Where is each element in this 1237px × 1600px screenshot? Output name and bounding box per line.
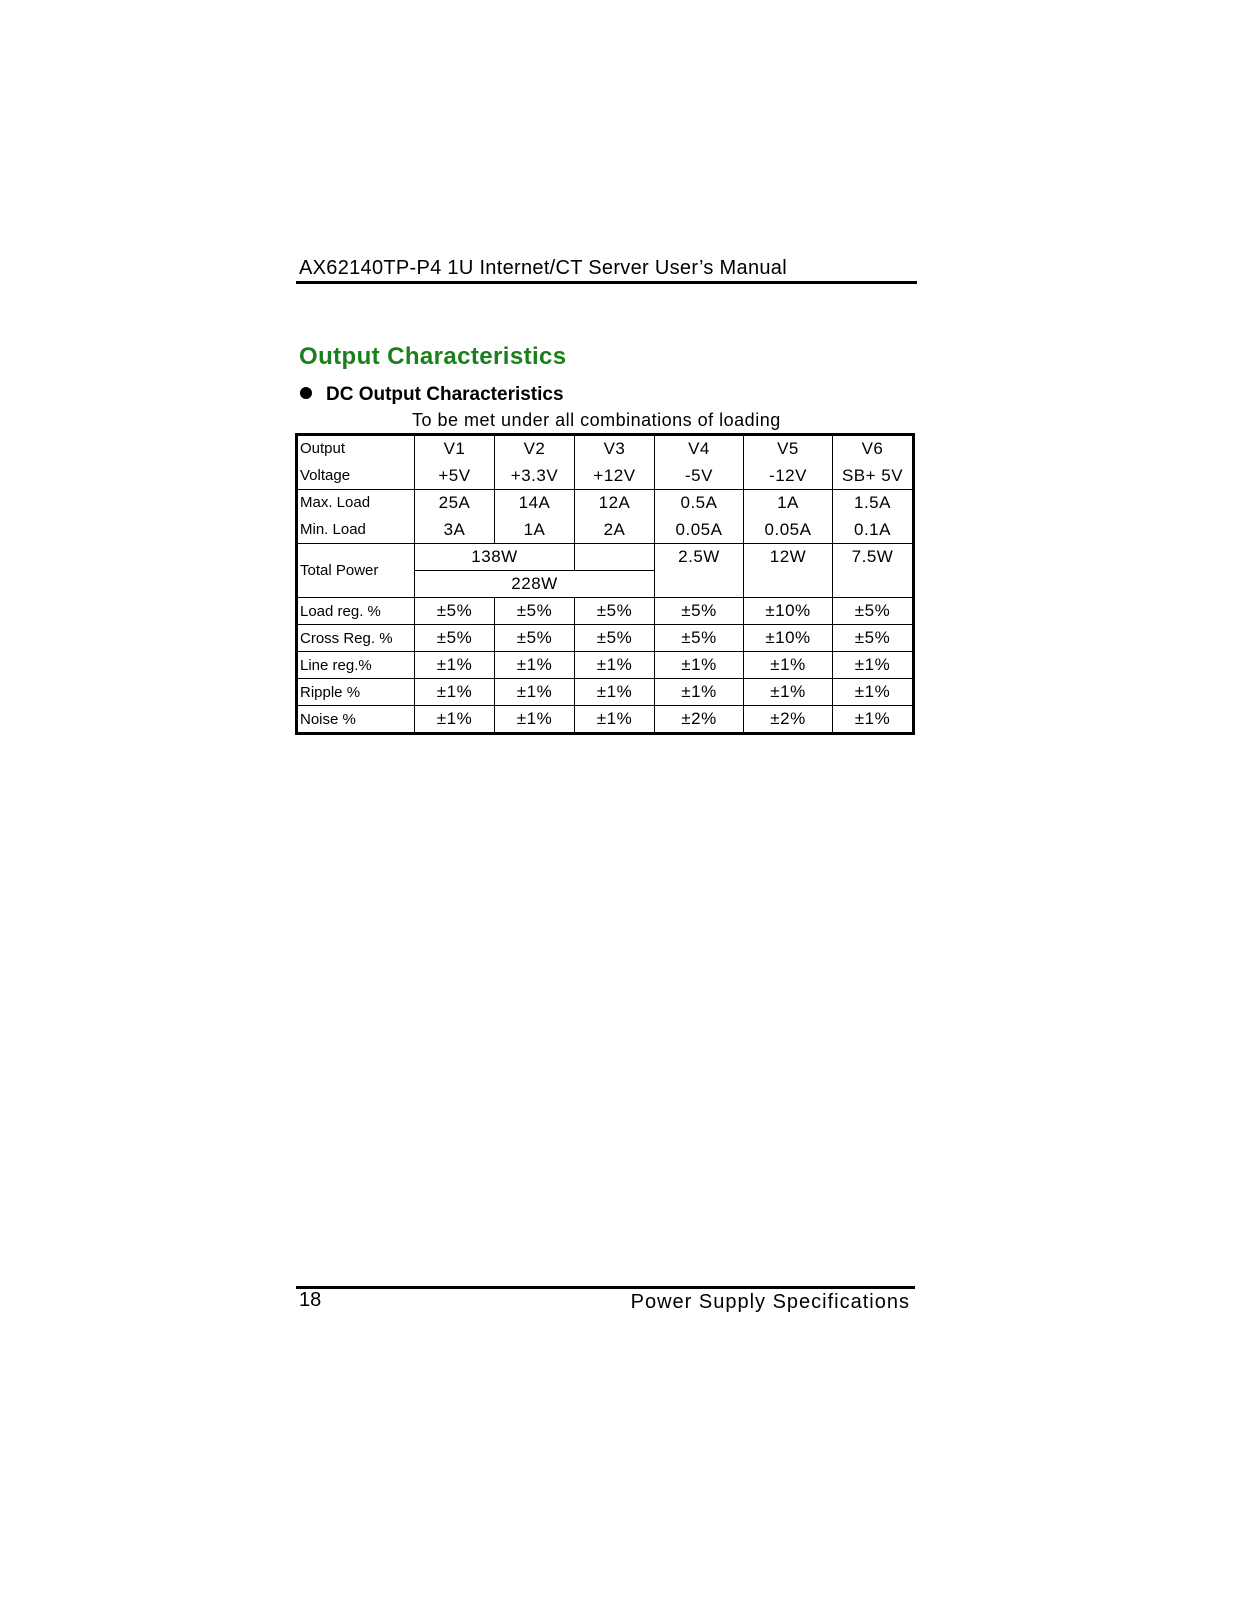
table-cell: ±5% xyxy=(495,598,575,625)
output-voltage: -12V xyxy=(769,465,807,485)
min-load-value: 1A xyxy=(523,519,546,539)
table-cell: ±1% xyxy=(495,679,575,706)
min-load-label: Min. Load xyxy=(300,520,366,538)
table-cell: ±2% xyxy=(655,706,744,734)
max-load-value: 1.5A xyxy=(854,493,891,513)
load-v3-cell xyxy=(575,490,655,544)
page-number: 18 xyxy=(299,1289,322,1311)
dc-output-table xyxy=(295,433,915,735)
max-load-value: 25A xyxy=(438,493,471,513)
footer-section-title: Power Supply Specifications xyxy=(630,1291,910,1313)
section-title: Output Characteristics xyxy=(299,343,567,370)
max-load-value: 14A xyxy=(518,493,551,513)
min-load-value: 3A xyxy=(443,519,466,539)
output-v4-cell xyxy=(655,435,744,490)
power-v6-cell: 7.5W xyxy=(833,544,914,571)
table-cell: ±5% xyxy=(415,625,495,652)
table-row-line-reg xyxy=(297,652,914,679)
output-label: Output xyxy=(300,440,346,458)
output-v5-cell xyxy=(744,435,833,490)
table-cell: ±1% xyxy=(655,652,744,679)
table-caption: To be met under all combinations of loading xyxy=(412,410,781,430)
output-name: V3 xyxy=(603,439,626,459)
power-v4-cell: 2.5W xyxy=(655,544,744,571)
max-load-label: Max. Load xyxy=(300,494,371,512)
output-v1-cell xyxy=(415,435,495,490)
page-header-title: AX62140TP-P4 1U Internet/CT Server User’s Manual xyxy=(299,257,787,279)
output-v2-cell xyxy=(495,435,575,490)
power-v1-v2-cell: 138W xyxy=(415,544,575,571)
voltage-label: Voltage xyxy=(300,466,351,484)
table-row-load xyxy=(297,490,914,544)
subsection-heading xyxy=(300,384,564,406)
table-cell: ±1% xyxy=(833,706,914,734)
output-v6-cell xyxy=(833,435,914,490)
table-cell: ±1% xyxy=(744,679,833,706)
table-cell: ±5% xyxy=(575,625,655,652)
table-cell: ±1% xyxy=(495,652,575,679)
power-v6-empty-cell xyxy=(833,571,914,598)
output-name: V6 xyxy=(861,439,884,459)
table-row-total-power-1 xyxy=(297,544,914,571)
table-cell: ±1% xyxy=(575,679,655,706)
output-voltage: SB+ 5V xyxy=(841,465,904,485)
table-cell: ±1% xyxy=(833,652,914,679)
table-cell: ±5% xyxy=(655,598,744,625)
power-v3-empty-cell xyxy=(575,544,655,571)
table-row-ripple xyxy=(297,679,914,706)
min-load-value: 0.05A xyxy=(764,519,812,539)
table-cell: ±1% xyxy=(575,706,655,734)
output-v3-cell xyxy=(575,435,655,490)
subsection-title: DC Output Characteristics xyxy=(326,384,564,405)
output-name: V5 xyxy=(777,439,799,459)
load-v1-cell xyxy=(415,490,495,544)
output-voltage: +5V xyxy=(438,465,471,485)
min-load-value: 0.1A xyxy=(854,519,891,539)
table-cell: ±1% xyxy=(833,679,914,706)
table-cell: ±5% xyxy=(495,625,575,652)
table-row-noise xyxy=(297,706,914,734)
power-v1-v3-cell: 228W xyxy=(415,571,655,598)
header-rule xyxy=(296,281,917,284)
table-cell: ±1% xyxy=(415,652,495,679)
table-cell: ±5% xyxy=(415,598,495,625)
power-v5-empty-cell xyxy=(744,571,833,598)
max-load-value: 1A xyxy=(777,493,799,513)
table-cell: ±5% xyxy=(575,598,655,625)
load-label-cell xyxy=(297,490,415,544)
output-voltage-label-cell xyxy=(297,435,415,490)
output-voltage: -5V xyxy=(685,465,713,485)
table-row-load-reg xyxy=(297,598,914,625)
table-cell: ±2% xyxy=(744,706,833,734)
load-v2-cell xyxy=(495,490,575,544)
bullet-icon xyxy=(300,387,312,399)
table-cell: ±5% xyxy=(833,625,914,652)
table-cell: ±5% xyxy=(655,625,744,652)
table-cell: ±1% xyxy=(495,706,575,734)
table-cell: ±10% xyxy=(744,598,833,625)
table-cell: ±10% xyxy=(744,625,833,652)
row-label: Noise % xyxy=(297,706,415,734)
table-cell: ±1% xyxy=(575,652,655,679)
table-row-cross-reg xyxy=(297,625,914,652)
power-v4-empty-cell xyxy=(655,571,744,598)
max-load-value: 0.5A xyxy=(680,493,718,513)
table-cell: ±1% xyxy=(655,679,744,706)
max-load-value: 12A xyxy=(598,493,631,513)
table-cell: ±5% xyxy=(833,598,914,625)
output-voltage: +3.3V xyxy=(510,465,559,485)
table-row-output-voltage xyxy=(297,435,914,490)
table-cell: ±1% xyxy=(744,652,833,679)
row-label: Line reg.% xyxy=(297,652,415,679)
load-v4-cell xyxy=(655,490,744,544)
output-name: V1 xyxy=(443,439,466,459)
total-power-label: Total Power xyxy=(297,544,415,598)
power-v5-cell: 12W xyxy=(744,544,833,571)
output-voltage: +12V xyxy=(593,465,636,485)
min-load-value: 0.05A xyxy=(675,519,723,539)
footer-rule xyxy=(296,1286,915,1289)
table-cell: ±1% xyxy=(415,706,495,734)
load-v5-cell xyxy=(744,490,833,544)
table-cell: ±1% xyxy=(415,679,495,706)
load-v6-cell xyxy=(833,490,914,544)
min-load-value: 2A xyxy=(603,519,626,539)
output-name: V2 xyxy=(523,439,546,459)
row-label: Ripple % xyxy=(297,679,415,706)
row-label: Load reg. % xyxy=(297,598,415,625)
output-name: V4 xyxy=(688,439,710,459)
row-label: Cross Reg. % xyxy=(297,625,415,652)
